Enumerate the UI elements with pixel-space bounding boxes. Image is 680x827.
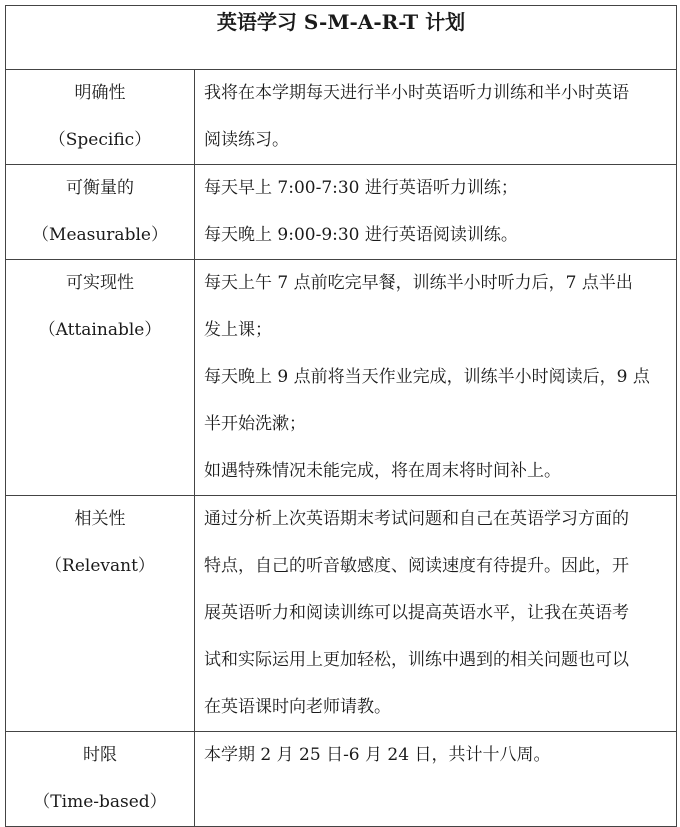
label-measurable bbox=[6, 165, 195, 260]
desc-line: 半开始洗漱； bbox=[204, 414, 306, 434]
label-relevant bbox=[6, 496, 195, 732]
desc-line: 每天早上 7:00-7:30 进行英语听力训练； bbox=[204, 178, 518, 198]
row-timebased bbox=[6, 732, 677, 827]
label-en: （Measurable） bbox=[32, 225, 168, 245]
label-cn: 明确性 bbox=[74, 83, 126, 103]
desc-measurable bbox=[195, 165, 677, 260]
label-cn: 时限 bbox=[83, 745, 117, 765]
desc-relevant bbox=[195, 496, 677, 732]
label-cn: 相关性 bbox=[74, 509, 126, 529]
desc-line: 每天上午 7 点前吃完早餐，训练半小时听力后，7 点半出 bbox=[204, 273, 633, 293]
desc-line: 发上课； bbox=[204, 320, 272, 340]
row-measurable bbox=[6, 165, 677, 260]
row-specific bbox=[6, 70, 677, 165]
desc-line: 我将在本学期每天进行半小时英语听力训练和半小时英语 bbox=[204, 83, 629, 103]
label-specific bbox=[6, 70, 195, 165]
desc-line: 展英语听力和阅读训练可以提高英语水平，让我在英语考 bbox=[204, 603, 629, 623]
desc-line: 阅读练习。 bbox=[204, 130, 289, 150]
title-row bbox=[6, 6, 677, 70]
desc-line: 试和实际运用上更加轻松，训练中遇到的相关问题也可以 bbox=[204, 650, 629, 670]
label-en: （Attainable） bbox=[38, 320, 162, 340]
label-cn: 可实现性 bbox=[66, 273, 134, 293]
label-attainable bbox=[6, 260, 195, 496]
desc-line: 特点，自己的听音敏感度、阅读速度有待提升。因此，开 bbox=[204, 556, 629, 576]
desc-attainable bbox=[195, 260, 677, 496]
label-en: （Specific） bbox=[48, 130, 152, 150]
desc-line: 每天晚上 9:00-9:30 进行英语阅读训练。 bbox=[204, 225, 518, 245]
desc-timebased bbox=[195, 732, 677, 827]
row-relevant bbox=[6, 496, 677, 732]
desc-specific bbox=[195, 70, 677, 165]
desc-line: 如遇特殊情况未能完成，将在周末将时间补上。 bbox=[204, 461, 561, 481]
desc-line: 本学期 2 月 25 日-6 月 24 日，共计十八周。 bbox=[204, 745, 551, 765]
row-attainable bbox=[6, 260, 677, 496]
smart-plan-table bbox=[5, 5, 677, 827]
desc-line: 通过分析上次英语期末考试问题和自己在英语学习方面的 bbox=[204, 509, 629, 529]
desc-blank bbox=[204, 779, 676, 826]
label-cn: 可衡量的 bbox=[66, 178, 134, 198]
desc-line: 每天晚上 9 点前将当天作业完成，训练半小时阅读后，9 点 bbox=[204, 367, 650, 387]
label-en: （Time-based） bbox=[33, 792, 167, 812]
desc-line: 在英语课时向老师请教。 bbox=[204, 697, 391, 717]
label-en: （Relevant） bbox=[45, 556, 155, 576]
label-timebased bbox=[6, 732, 195, 827]
table-title: 英语学习 S-M-A-R-T 计划 bbox=[6, 6, 677, 70]
